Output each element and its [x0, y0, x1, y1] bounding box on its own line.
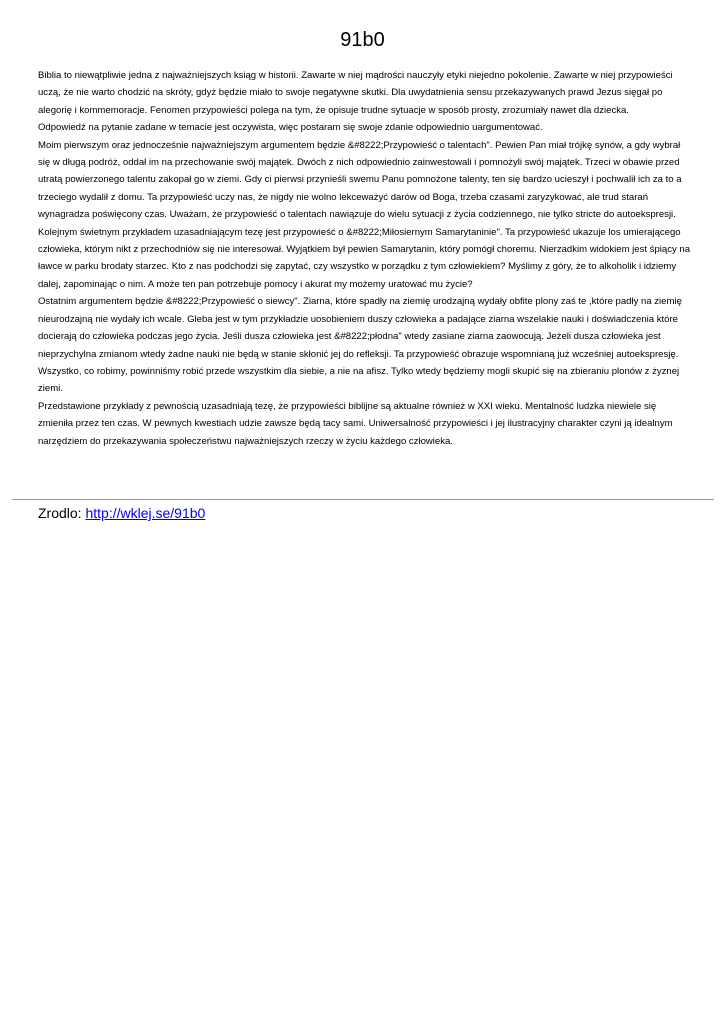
paragraph-samaritan: Kolejnym świetnym przykładem uzasadniającym tezę jest przypowieść o &#8222;Miłosiernym Samarytaninie". Ta przypowieść ukazuje los umierającego człowieka, którym nikt z przechodniów się nie interesował. Wyjątkiem był pewien Samarytanin, który pomógł choremu. Nierzadkim widokiem jest śpiący na ławce w parku brodaty starzec. Kto z nas podchodzi się zapytać, czy wszystko w porządku z tym człowiekiem? Myślimy z góry, że to alkoholik i idziemy dalej, zapominając o nim. A może ten pan potrzebuje pomocy i akurat my możemy uratować mu życie?	[38, 226, 691, 290]
paragraph-conclusion: Przedstawione przykłady z pewnością uzasadniają tezę, że przypowieści biblijne są aktualne również w XXI wieku. Mentalność ludzka niewiele się zmieniła przez ten czas. W pewnych kwestiach udzie zawsze będą tacy sami. Uniwersalność przypowieści i jej ilustracyjny charakter czyni ją idealnym narzędziem do przekazywania społeczeństwu najważniejszych rzeczy w życiu każdego człowieka.	[38, 400, 673, 447]
article-body	[38, 67, 690, 450]
paragraph-intro: Biblia to niewątpliwie jedna z najważniejszych ksiąg w historii. Zawarte w niej mądrości nauczyły etyki niejedno pokolenie. Zawarte w niej przypowieści uczą, że nie warto chodzić na skróty, gdyż będzie miało to swoje negatywne skutki. Dla uwydatnienia sensu przekazywanych prawd Jezus sięgał po alegorię i kommemoracje. Fenomen przypowieści polega na tym, że opisuje trudne sytuacje w sposób prosty, zrozumiały nawet dla dziecka.	[38, 70, 673, 116]
divider	[12, 499, 714, 500]
paragraph-thesis: Odpowiedź na pytanie zadane w temacie jest oczywista, więc postaram się swoje zdanie odpowiednio uargumentować.	[38, 122, 543, 134]
page-title: 91b0	[340, 29, 385, 51]
source-line	[38, 504, 205, 522]
paragraph-sower: Ostatnim argumentem będzie &#8222;Przypowieść o siewcy". Ziarna, które spadły na ziemię urodzajną wydały obfite plony zaś te ,które padły na ziemię nieurodzajną nie wydały ich wcale. Gleba jest w tym przykładzie uosobieniem duszy człowieka a padające ziarna wszelakie nauki i doświadczenia które docierają do człowieka podczas jego życia. Jeśli dusza człowieka jest &#8222;płodna" wtedy zasiane ziarna zaowocują. Jeżeli dusza człowieka jest nieprzychylna zmianom wtedy żadne nauki nie będą w stanie skłonić jej do refleksji. Ta przypowieść obrazuje wspomnianą już wcześniej autoekspresję. Wszystko, co robimy, powinniśmy robić przede wszystkim dla siebie, a nie na afisz. Tylko wtedy będziemy mogli skupić się na zbieraniu plonów z żyznej ziemi.	[38, 296, 682, 395]
source-link[interactable]: http://wklej.se/91b0	[85, 505, 206, 521]
paragraph-talents: Moim pierwszym oraz jednocześnie najważniejszym argumentem będzie &#8222;Przypowieść o talentach". Pewien Pan miał trójkę synów, a gdy wybrał się w długą podróż, oddał im na przechowanie swój majątek. Dwóch z nich odpowiednio zainwestowali i pomnożyli swój majątek. Trzeci w obawie przed utratą powierzonego talentu zakopał go w ziemi. Gdy ci pierwsi przynieśli swemu Panu pomnożone talenty, ten się bardzo ucieszył i pochwalił ich za to a trzeciego wydalił z domu. Ta przypowieść uczy nas, że nigdy nie wolno lekceważyć darów od Boga, trzeba czasami zaryzykować, ale trud starań wynagradza poświęcony czas. Uważam, że przypowieść o talentach nawiązuje do wielu sytuacji z życia codziennego, nie tylko stricte do autoekspresji.	[38, 139, 682, 221]
source-label: Zrodlo:	[38, 505, 82, 521]
